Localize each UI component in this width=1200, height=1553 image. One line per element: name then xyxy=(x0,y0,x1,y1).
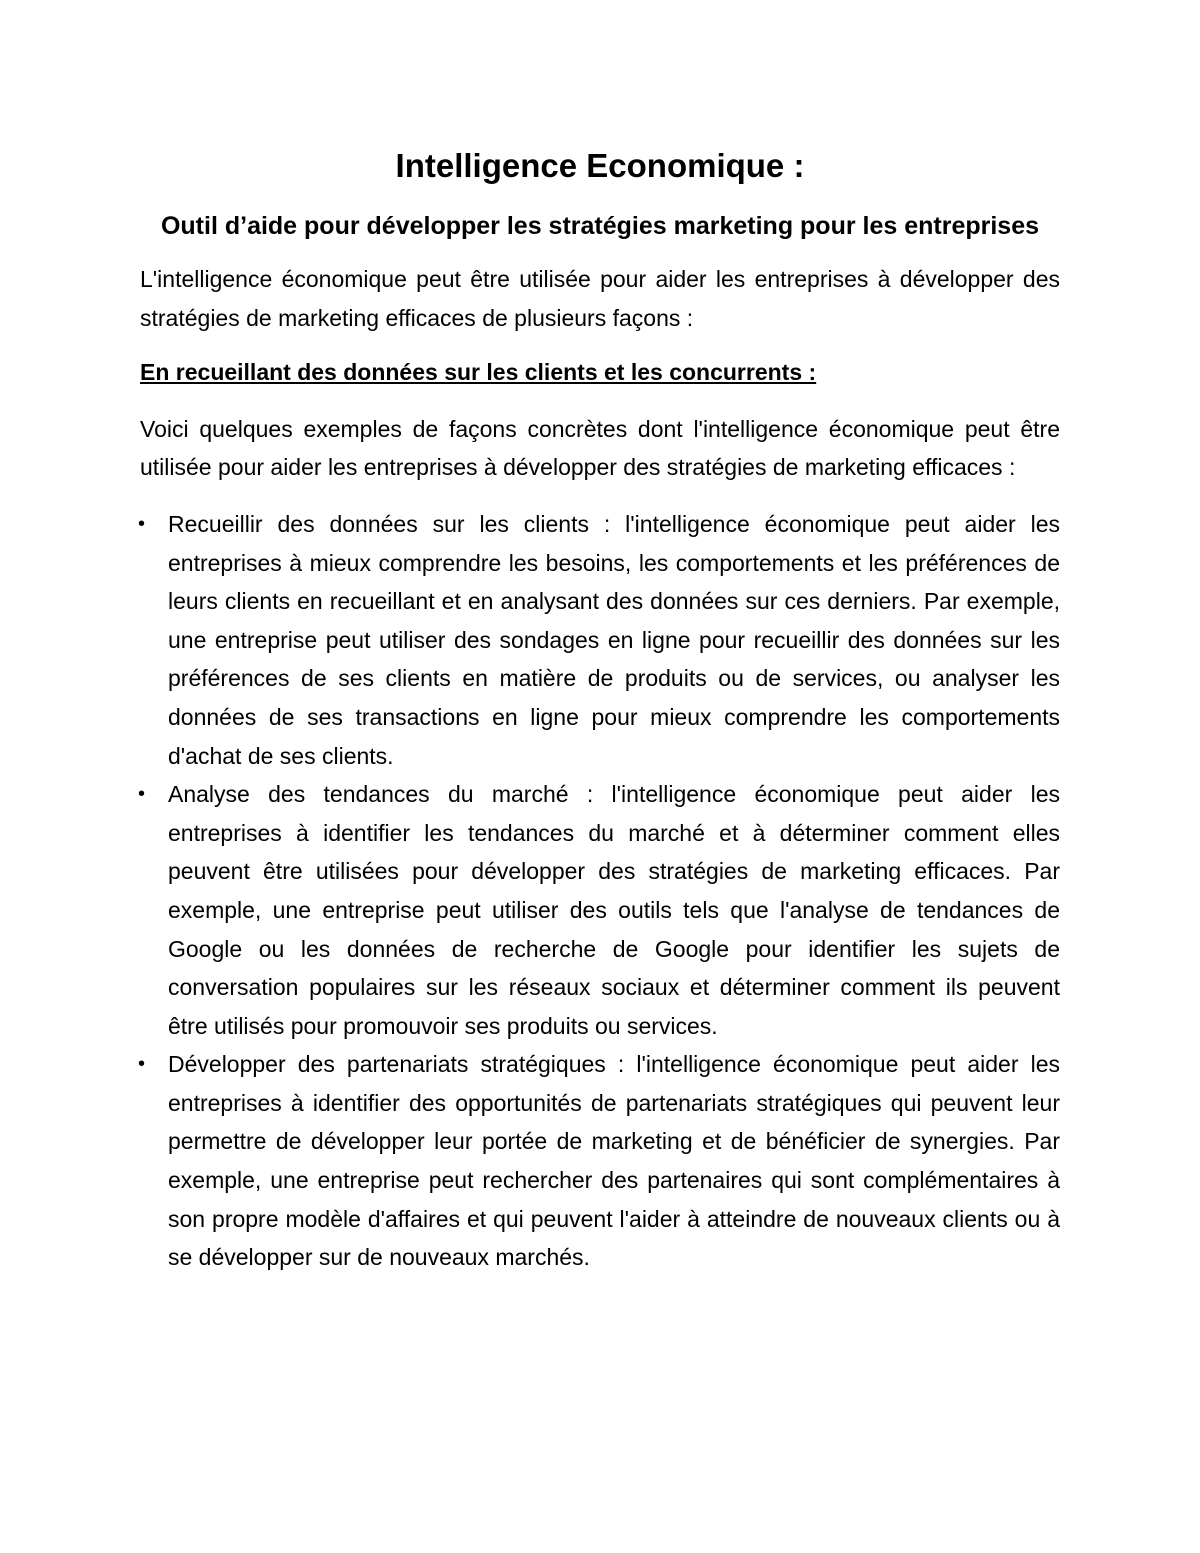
bullet-icon: • xyxy=(138,783,146,806)
bullet-item xyxy=(140,1045,1060,1277)
bullet-item xyxy=(140,775,1060,1045)
document-body xyxy=(140,140,1060,1277)
bullet-text: Analyse des tendances du marché : l'intelligence économique peut aider les entreprises à identifier les tendances du marché et à déterminer comment elles peuvent être utilisées pour développer des stratégies de marketing efficaces. Par exemple, une entreprise peut utiliser des outils tels que l'analyse de tendances de Google ou les données de recherche de Google pour identifier les sujets de conversation populaires sur les réseaux sociaux et déterminer comment ils peuvent être utilisés pour promouvoir ses produits ou services. xyxy=(168,781,1060,1039)
bullet-list xyxy=(140,505,1060,1277)
examples-intro-paragraph: Voici quelques exemples de façons concrètes dont l'intelligence économique peut être utilisée pour aider les entreprises à développer des stratégies de marketing efficaces : xyxy=(140,415,1060,481)
bullet-icon: • xyxy=(138,512,146,535)
section-heading: En recueillant des données sur les clients et les concurrents : xyxy=(140,359,817,386)
bullet-icon: • xyxy=(138,1053,146,1076)
bullet-text: Développer des partenariats stratégiques : l'intelligence économique peut aider les entreprises à identifier des opportunités de partenariats stratégiques qui peuvent leur permettre de développer leur portée de marketing et de bénéficier de synergies. Par exemple, une entreprise peut rechercher des partenaires qui sont complémentaires à son propre modèle d'affaires et qui peuvent l'aider à atteindre de nouveaux clients ou à se développer sur de nouveaux marchés. xyxy=(168,1051,1060,1271)
document-title: Intelligence Economique : xyxy=(395,147,805,184)
intro-paragraph: L'intelligence économique peut être utilisée pour aider les entreprises à développer des stratégies de marketing efficaces de plusieurs façons : xyxy=(140,266,1060,331)
bullet-text: Recueillir des données sur les clients : l'intelligence économique peut aider les entreprises à mieux comprendre les besoins, les comportements et les préférences de leurs clients en recueillant et en analysant des données sur ces derniers. Par exemple, une entreprise peut utiliser des sondages en ligne pour recueillir des données sur les préférences de ses clients en matière de produits ou de services, ou analyser les données de ses transactions en ligne pour mieux comprendre les comportements d'achat de ses clients. xyxy=(168,510,1060,769)
document-subtitle: Outil d’aide pour développer les stratégies marketing pour les entreprises xyxy=(160,212,1040,240)
bullet-item xyxy=(140,505,1060,775)
